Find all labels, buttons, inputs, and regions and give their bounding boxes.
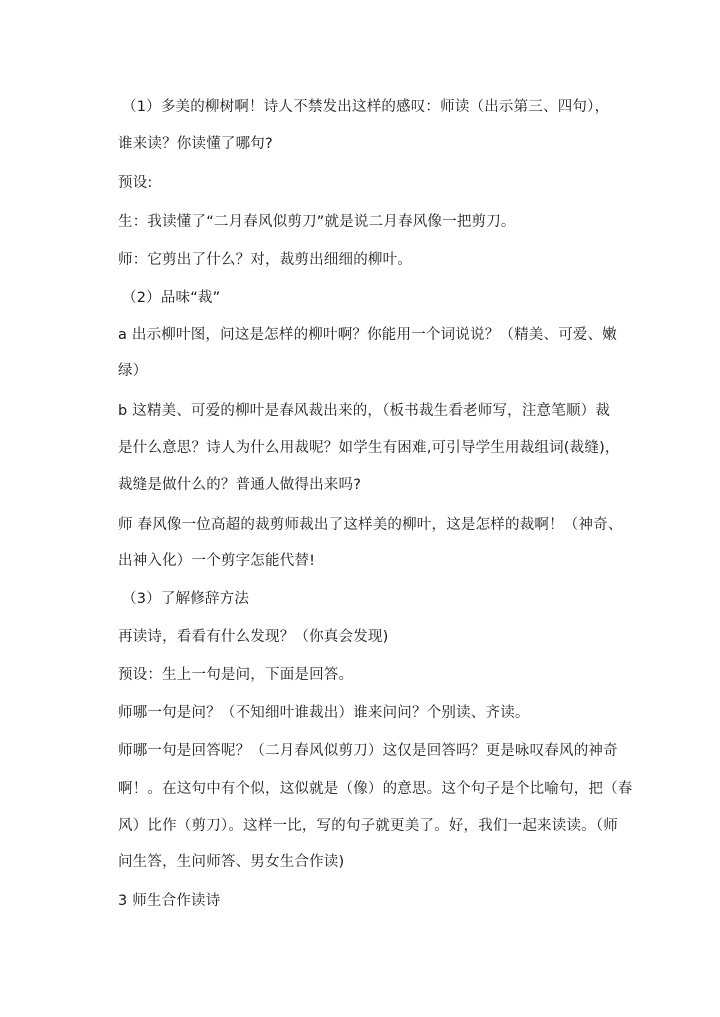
text-line: 问生答，生问师答、男女生合作读)	[118, 854, 345, 870]
text-line: （2）品味“裁”	[122, 290, 221, 306]
text-line: b 这精美、可爱的柳叶是春风裁出来的，（板书裁生看老师写，注意笔顺）裁	[118, 403, 611, 419]
text-line: 预设:	[118, 175, 153, 191]
text-line: 裁缝是做什么的？普通人做得出来吗?	[118, 477, 362, 493]
text-line: 风）比作（剪刀）。这样一比，写的句子就更美了。好，我们一起来读读。（师	[118, 818, 618, 834]
text-line: 是什么意思？诗人为什么用裁呢？如学生有困难,可引导学生用裁组词(裁缝)，	[118, 440, 620, 456]
text-line: 师哪一句是问？（不知细叶谁裁出）谁来问问？个别读、齐读。	[118, 705, 530, 721]
text-line: 出神入化）一个剪字怎能代替!	[118, 553, 316, 569]
text-line: （3）了解修辞方法	[122, 591, 250, 607]
text-line: a 出示柳叶图，问这是怎样的柳叶啊？你能用一个词说说？（精美、可爱、嫩	[118, 327, 617, 343]
text-line: 3 师生合作读诗	[118, 893, 221, 909]
text-line: 谁来读？你读懂了哪句?	[118, 136, 273, 152]
text-line: 啊！。在这句中有个似，这似就是（像）的意思。这个句子是个比喻句，把（春	[118, 781, 633, 797]
text-line: 绿）	[118, 363, 148, 379]
text-line: 生：我读懂了“二月春风似剪刀”就是说二月春风像一把剪刀。	[118, 214, 516, 230]
text-line: 预设：生上一句是问，下面是回答。	[118, 667, 354, 683]
text-line: 再读诗，看看有什么发现？（你真会发现)	[118, 629, 389, 645]
text-line: 师哪一句是回答呢？（二月春风似剪刀）这仅是回答吗？更是咏叹春风的神奇	[118, 743, 618, 759]
text-line: 师：它剪出了什么？对，裁剪出细细的柳叶。	[118, 252, 412, 268]
text-line: 师 春风像一位高超的裁剪师裁出了这样美的柳叶，这是怎样的裁啊！（神奇、	[118, 517, 623, 533]
text-line: （1）多美的柳树啊！诗人不禁发出这样的感叹：师读（出示第三、四句），	[122, 99, 610, 115]
